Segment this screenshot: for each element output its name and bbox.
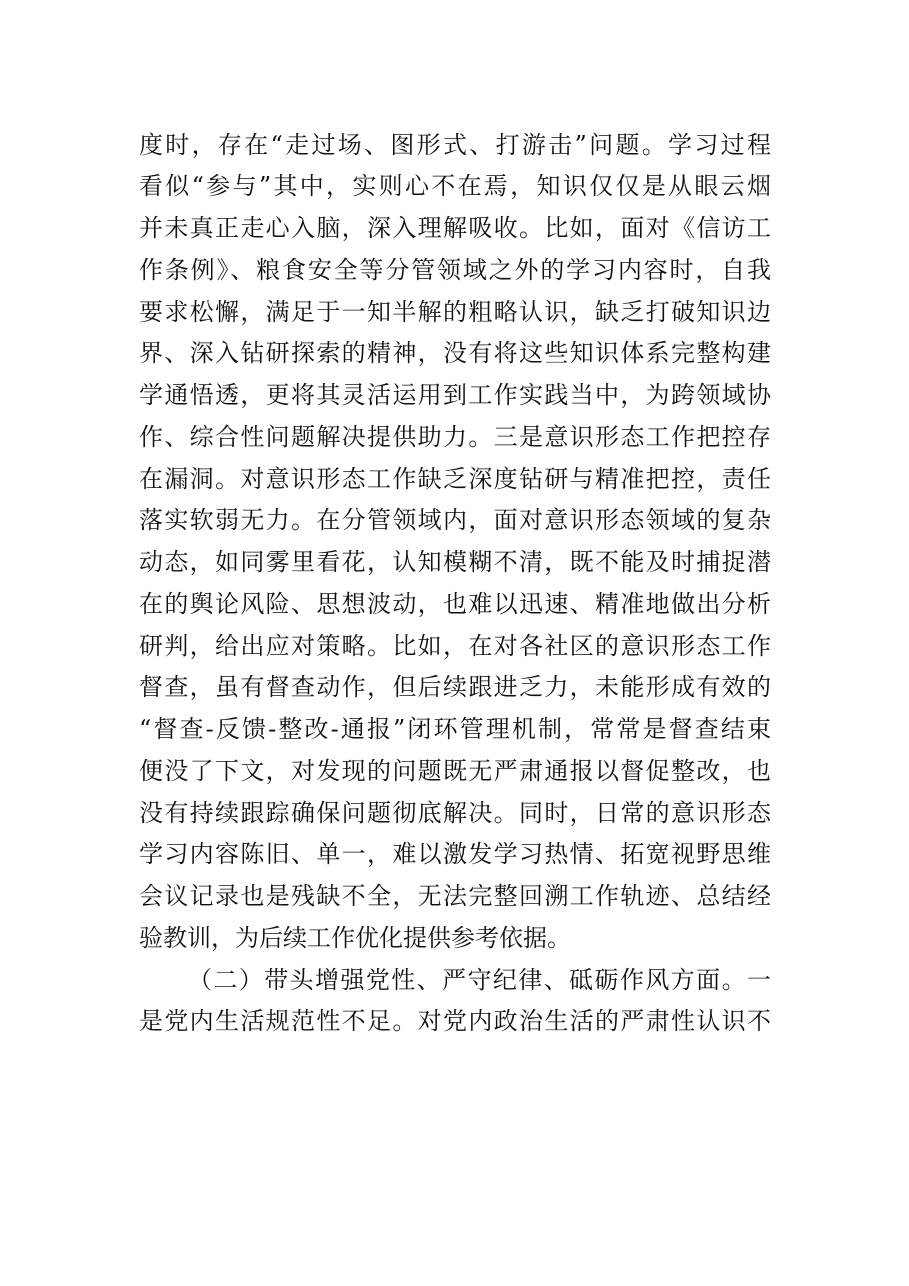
paragraph-line: 作条例》、粮食安全等分管领域之外的学习内容时，自我 xyxy=(139,256,771,284)
paragraph-line: 落实软弱无力。在分管领域内，面对意识形态领域的复杂 xyxy=(139,506,771,534)
paragraph-line: 在的舆论风险、思想波动，也难以迅速、精准地做出分析 xyxy=(139,590,771,618)
paragraph-line: 没有持续跟踪确保问题彻底解决。同时，日常的意识形态 xyxy=(139,799,771,827)
paragraph-line: 验教训，为后续工作优化提供参考依据。 xyxy=(139,924,571,952)
paragraph-line: 度时，存在“走过场、图形式、打游击”问题。学习过程 xyxy=(139,131,771,159)
paragraph-line: 学习内容陈旧、单一，难以激发学习热情、拓宽视野思维 xyxy=(139,840,771,868)
paragraph-line: 看似“参与”其中，实则心不在焉，知识仅仅是从眼云烟 xyxy=(139,172,771,200)
paragraph-line: 作、综合性问题解决提供助力。三是意识形态工作把控存 xyxy=(139,423,771,451)
paragraph-line: 要求松懈，满足于一知半解的粗略认识，缺乏打破知识边 xyxy=(139,298,771,326)
paragraph-line: 动态，如同雾里看花，认知模糊不清，既不能及时捕捉潜 xyxy=(139,548,771,576)
paragraph-line: 并未真正走心入脑，深入理解吸收。比如，面对《信访工 xyxy=(139,214,771,242)
section-heading-line: （二）带头增强党性、严守纪律、砥砺作风方面。一 xyxy=(188,966,771,994)
paragraph-line: 研判，给出应对策略。比如，在对各社区的意识形态工作 xyxy=(139,632,771,660)
paragraph-line: 界、深入钻研探索的精神，没有将这些知识体系完整构建 xyxy=(139,339,771,367)
paragraph-line: 便没了下文，对发现的问题既无严肃通报以督促整改，也 xyxy=(139,757,771,785)
paragraph-line: 是党内生活规范性不足。对党内政治生活的严肃性认识不 xyxy=(139,1007,771,1035)
paragraph-line: 在漏洞。对意识形态工作缺乏深度钻研与精准把控，责任 xyxy=(139,465,771,493)
paragraph-line: 督查，虽有督查动作，但后续跟进乏力，未能形成有效的 xyxy=(139,673,771,701)
paragraph-line: 学通悟透，更将其灵活运用到工作实践当中，为跨领域协 xyxy=(139,381,771,409)
paragraph-line: 会议记录也是残缺不全，无法完整回溯工作轨迹、总结经 xyxy=(139,882,771,910)
paragraph-line: “督查-反馈-整改-通报”闭环管理机制，常常是督查结束 xyxy=(139,715,771,743)
